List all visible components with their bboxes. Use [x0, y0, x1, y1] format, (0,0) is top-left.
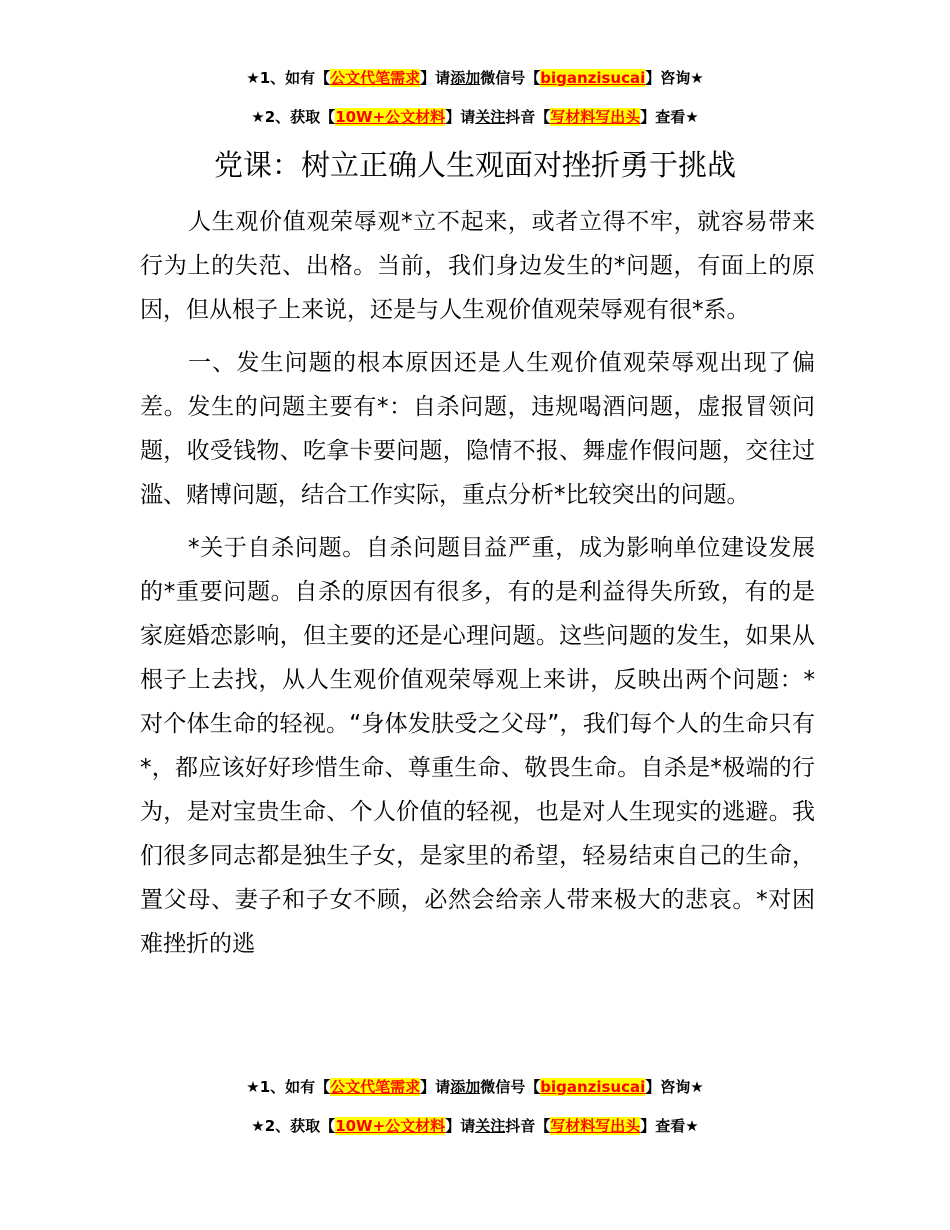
bottom-banner-line-2: [0, 1115, 950, 1137]
bottom-banner-line-1: [0, 1076, 950, 1098]
banner-highlight-douyin: 写材料写出头: [550, 1117, 641, 1135]
body-paragraph: 一、发生问题的根本原因还是人生观价值观荣辱观出现了偏差。发生的问题主要有*：自杀问题，违规喝酒问题，虚报冒领问题，收受钱物、吃拿卡要问题，隐情不报、舞虚作假问题，交往过滥、赌博问题，结合工作实际，重点分析*比较突出的问题。: [140, 350, 815, 508]
banner-text: 微信号【: [480, 69, 541, 87]
banner-text: 】请: [445, 108, 476, 126]
banner-text: ★1、如有【: [246, 1078, 331, 1096]
banner-text: 】请: [420, 1078, 451, 1096]
banner-text: 】请: [445, 1117, 476, 1135]
banner-highlight-materials: 10W+公文材料: [335, 1117, 446, 1135]
banner-text: 】咨询★: [645, 1078, 704, 1096]
banner-highlight-service: 公文代笔需求: [330, 69, 421, 87]
document-title: 党课：树立正确人生观面对挫折勇于挑战: [213, 148, 736, 182]
banner-highlight-wechat-id: biganzisucai: [540, 1078, 646, 1096]
banner-text: 】请: [420, 69, 451, 87]
body-paragraph: 人生观价值观荣辱观*立不起来，或者立得不牢，就容易带来行为上的失范、出格。当前，我们身边发生的*问题，有面上的原因，但从根子上来说，还是与人生观价值观荣辱观有很*系。: [140, 209, 815, 323]
banner-text: 】查看★: [640, 1117, 699, 1135]
banner-emphasis: 添加: [450, 1078, 481, 1096]
banner-highlight-service: 公文代笔需求: [330, 1078, 421, 1096]
body-paragraph: *关于自杀问题。自杀问题目益严重，成为影响单位建设发展的*重要问题。自杀的原因有很多，有的是利益得失所致，有的是家庭婚恋影响，但主要的还是心理问题。这些问题的发生，如果从根子上去找，从人生观价值观荣辱观上来讲，反映出两个问题：*对个体生命的轻视。“身体发肤受之父母”，我们每个人的生命只有*，都应该好好珍惜生命、尊重生命、敬畏生命。自杀是*极端的行为，是对宝贵生命、个人价值的轻视，也是对人生现实的逃避。我们很多同志都是独生子女，是家里的希望，轻易结束自己的生命，置父母、妻子和子女不顾，必然会给亲人带来极大的悲哀。*对困难挫折的逃: [140, 535, 815, 957]
top-banner-line-1: [0, 67, 950, 89]
banner-text: ★2、获取【: [251, 1117, 336, 1135]
banner-highlight-materials: 10W+公文材料: [335, 108, 446, 126]
banner-text: 】咨询★: [645, 69, 704, 87]
banner-text: 抖音【: [505, 1117, 551, 1135]
banner-highlight-wechat-id: biganzisucai: [540, 69, 646, 87]
banner-text: 】查看★: [640, 108, 699, 126]
banner-text: 微信号【: [480, 1078, 541, 1096]
banner-text: ★1、如有【: [246, 69, 331, 87]
banner-emphasis: 关注: [475, 1117, 506, 1135]
banner-text: 抖音【: [505, 108, 551, 126]
banner-emphasis: 关注: [475, 108, 506, 126]
document-body: [140, 200, 815, 975]
top-banner-line-2: [0, 106, 950, 128]
banner-text: ★2、获取【: [251, 108, 336, 126]
banner-emphasis: 添加: [450, 69, 481, 87]
banner-highlight-douyin: 写材料写出头: [550, 108, 641, 126]
